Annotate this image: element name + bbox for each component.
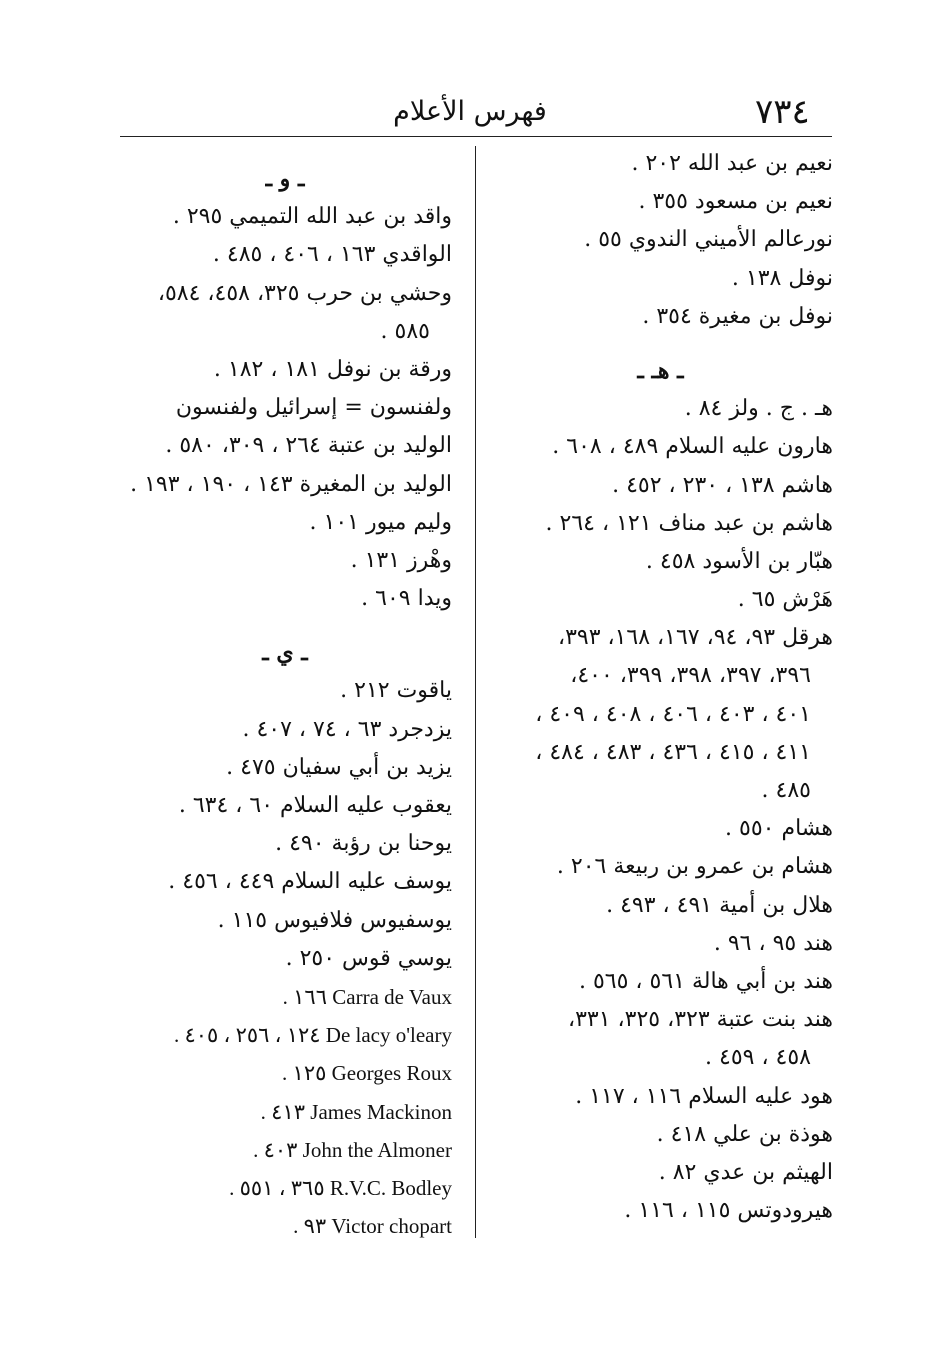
index-entry: هاشم ١٣٨ ، ٢٣٠ ، ٤٥٢ . [612,472,833,498]
page-number: ٧٣٤ [755,92,810,132]
index-entry: هَرْش ٦٥ . [737,587,833,613]
index-entry: ورقة بن نوفل ١٨١ ، ١٨٢ . [213,356,452,382]
index-entry: نوفل ١٣٨ . [731,265,833,291]
index-entry: هوذة بن علي ٤١٨ . [656,1121,833,1147]
index-entry: هند ٩٥ ، ٩٦ . [713,930,833,956]
index-entry-latin: Carra de Vaux ١٦٦ . [282,984,452,1009]
index-entry-continuation: ٤٠١ ، ٤٠٣ ، ٤٠٦ ، ٤٠٨ ، ٤٠٩ ، [535,701,811,727]
index-entry: وهْرز ١٣١ . [350,547,452,573]
index-entry: واقد بن عبد الله التميمي ٢٩٥ . [172,204,452,230]
index-entry-latin: Georges Roux ١٢٥ . [282,1061,452,1086]
index-entry: هلال بن أمية ٤٩١ ، ٤٩٣ . [606,892,833,918]
index-entry: الوليد بن عتبة ٢٦٤ ، ٣٠٩، ٥٨٠ . [165,433,452,459]
index-entry-continuation: ٤٥٨ ، ٤٥٩ . [705,1045,811,1071]
index-entry: الواقدي ١٦٣ ، ٤٠٦ ، ٤٨٥ . [212,242,452,268]
section-heading-ya: ـ ي ـ [262,640,308,667]
index-entry-continuation: ٤١١ ، ٤١٥ ، ٤٣٦ ، ٤٨٣ ، ٤٨٤ ، [535,739,811,765]
index-entry: وليم ميور ١٠١ . [309,509,452,535]
index-entry: يوسفيوس فلافيوس ١١٥ . [217,907,452,933]
index-entry: نعيم بن مسعود ٣٥٥ . [638,189,833,215]
index-entry: الهيثم بن عدي ٨٢ . [658,1159,833,1185]
index-entry: يوسي قوس ٢٥٠ . [285,945,452,971]
index-entry-latin: John the Almoner ٤٠٣ . [253,1137,452,1162]
index-entry: هند بن أبي هالة ٥٦١ ، ٥٦٥ . [578,968,833,994]
index-entry: يوحنا بن رؤبة ٤٩٠ . [275,831,452,857]
running-title: فهرس الأعلام [393,96,547,127]
index-entry: نعيم بن عبد الله ٢٠٢ . [631,151,833,176]
index-entry: وحشي بن حرب ٣٢٥، ٤٥٨، ٥٨٤، [157,280,452,306]
column-divider [475,146,476,1238]
index-entry: هبّار بن الأسود ٤٥٨ . [645,548,833,574]
index-entry: يعقوب عليه السلام ٦٠ ، ٦٣٤ . [178,793,452,818]
header-rule [120,136,832,137]
index-entry: هيرودوتس ١١٥ ، ١١٦ . [624,1198,833,1224]
index-entry-latin: De lacy o'leary ١٢٤ ، ٢٥٦ ، ٤٠٥ . [173,1023,452,1048]
index-entry-continuation: ٤٨٥ . [761,778,811,803]
index-entry: هرقل ٩٣، ٩٤، ١٦٧، ١٦٨، ٣٩٣، [557,625,833,651]
index-entry-latin: James Mackinon ٤١٣ . [260,1099,452,1124]
index-entry: هشام بن عمرو بن ربيعة ٢٠٦ . [556,854,833,880]
index-column-right [488,145,833,1230]
index-entry: هشام ٥٥٠ . [725,816,833,842]
index-entry-latin: Victor chopart ٩٣ . [293,1214,452,1239]
index-entry: هند بنت عتبة ٣٢٣، ٣٢٥، ٣٣١، [568,1007,833,1033]
section-gap [488,336,833,352]
index-entry-latin: R.V.C. Bodley ٣٦٥ ، ٥٥١ . [229,1175,452,1200]
index-entry: هود عليه السلام ١١٦ ، ١١٧ . [575,1083,833,1109]
index-entry: ولفنسون = إسرائيل ولفنسون [175,395,452,421]
index-entry: نورعالم الأميني الندوي ٥٥ . [584,227,833,253]
index-entry: هارون عليه السلام ٤٨٩ ، ٦٠٨ . [552,434,833,460]
section-heading-ha: ـ هـ ـ [637,357,684,384]
index-entry: هاشم بن عبد مناف ١٢١ ، ٢٦٤ . [545,510,833,536]
index-entry: هـ . ج . ولز ٨٤ . [684,396,833,422]
index-entry: نوفل بن مغيرة ٣٥٤ . [642,303,833,329]
index-entry: يزيد بن أبي سفيان ٤٧٥ . [226,754,452,780]
index-entry: ياقوت ٢١٢ . [340,678,452,704]
index-column-left [118,160,452,1245]
index-entry: ويدا ٦٠٩ . [361,586,452,612]
section-heading-waw: ـ و ـ [265,166,305,192]
index-entry: يزدجرد ٦٣ ، ٧٤ ، ٤٠٧ . [242,716,452,742]
index-entry-continuation: ٣٩٦، ٣٩٧، ٣٩٨، ٣٩٩، ٤٠٠، [570,663,811,689]
section-gap [118,618,452,634]
index-entry: الوليد بن المغيرة ١٤٣ ، ١٩٠ ، ١٩٣ . [130,471,452,497]
index-entry-continuation: ٥٨٥ . [380,318,430,344]
index-entry: يوسف عليه السلام ٤٤٩ ، ٤٥٦ . [168,869,452,895]
